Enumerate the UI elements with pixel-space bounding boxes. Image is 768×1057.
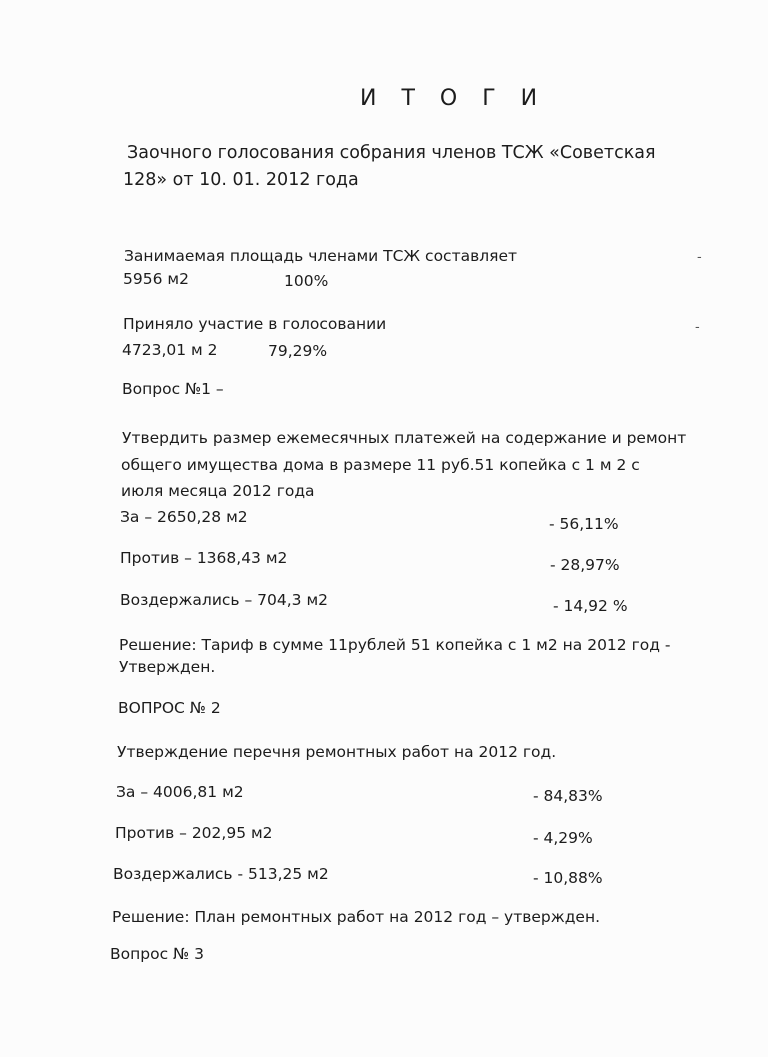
- document-subtitle-line-2: 128» от 10. 01. 2012 года: [123, 170, 359, 190]
- question-2-heading: ВОПРОС № 2: [118, 699, 221, 717]
- question-1-text-line-3: июля месяца 2012 года: [121, 482, 315, 500]
- question-1-decision-line-1: Решение: Тариф в сумме 11рублей 51 копейка с 1 м2 на 2012 год -: [119, 636, 671, 654]
- document-subtitle-line-1: Заочного голосования собрания членов ТСЖ «Советская: [127, 143, 656, 163]
- question-2-abstain-label: Воздержались - 513,25 м2: [113, 865, 329, 883]
- question-1-text-line-1: Утвердить размер ежемесячных платежей на содержание и ремонт: [122, 429, 687, 447]
- question-1-for-percent: - 56,11%: [549, 515, 619, 533]
- question-2-decision: Решение: План ремонтных работ на 2012 год – утвержден.: [112, 908, 601, 926]
- area-dash: -: [697, 250, 702, 265]
- question-1-abstain-percent: - 14,92 %: [553, 597, 628, 615]
- question-1-heading: Вопрос №1 –: [122, 380, 224, 398]
- participation-dash: -: [695, 320, 700, 335]
- participation-percent: 79,29%: [268, 342, 328, 360]
- question-3-heading: Вопрос № 3: [110, 945, 204, 963]
- question-2-for-percent: - 84,83%: [533, 787, 603, 805]
- question-1-abstain-label: Воздержались – 704,3 м2: [120, 591, 329, 609]
- question-1-against-label: Против – 1368,43 м2: [120, 549, 288, 567]
- question-1-decision-line-2: Утвержден.: [119, 658, 216, 676]
- area-label: Занимаемая площадь членами ТСЖ составляет: [124, 247, 518, 265]
- area-percent: 100%: [284, 272, 329, 290]
- participation-value: 4723,01 м 2: [122, 341, 218, 359]
- question-2-for-label: За – 4006,81 м2: [116, 783, 244, 801]
- question-2-against-label: Против – 202,95 м2: [115, 824, 273, 842]
- document-title: И Т О Г И: [360, 86, 547, 111]
- area-value: 5956 м2: [123, 270, 189, 288]
- question-1-text-line-2: общего имущества дома в размере 11 руб.51 копейка с 1 м 2 с: [121, 456, 640, 474]
- question-2-abstain-percent: - 10,88%: [533, 869, 603, 887]
- participation-label: Приняло участие в голосовании: [123, 315, 387, 333]
- question-1-for-label: За – 2650,28 м2: [120, 508, 248, 526]
- question-2-against-percent: - 4,29%: [533, 829, 593, 847]
- question-1-against-percent: - 28,97%: [550, 556, 620, 574]
- question-2-text: Утверждение перечня ремонтных работ на 2012 год.: [117, 743, 557, 761]
